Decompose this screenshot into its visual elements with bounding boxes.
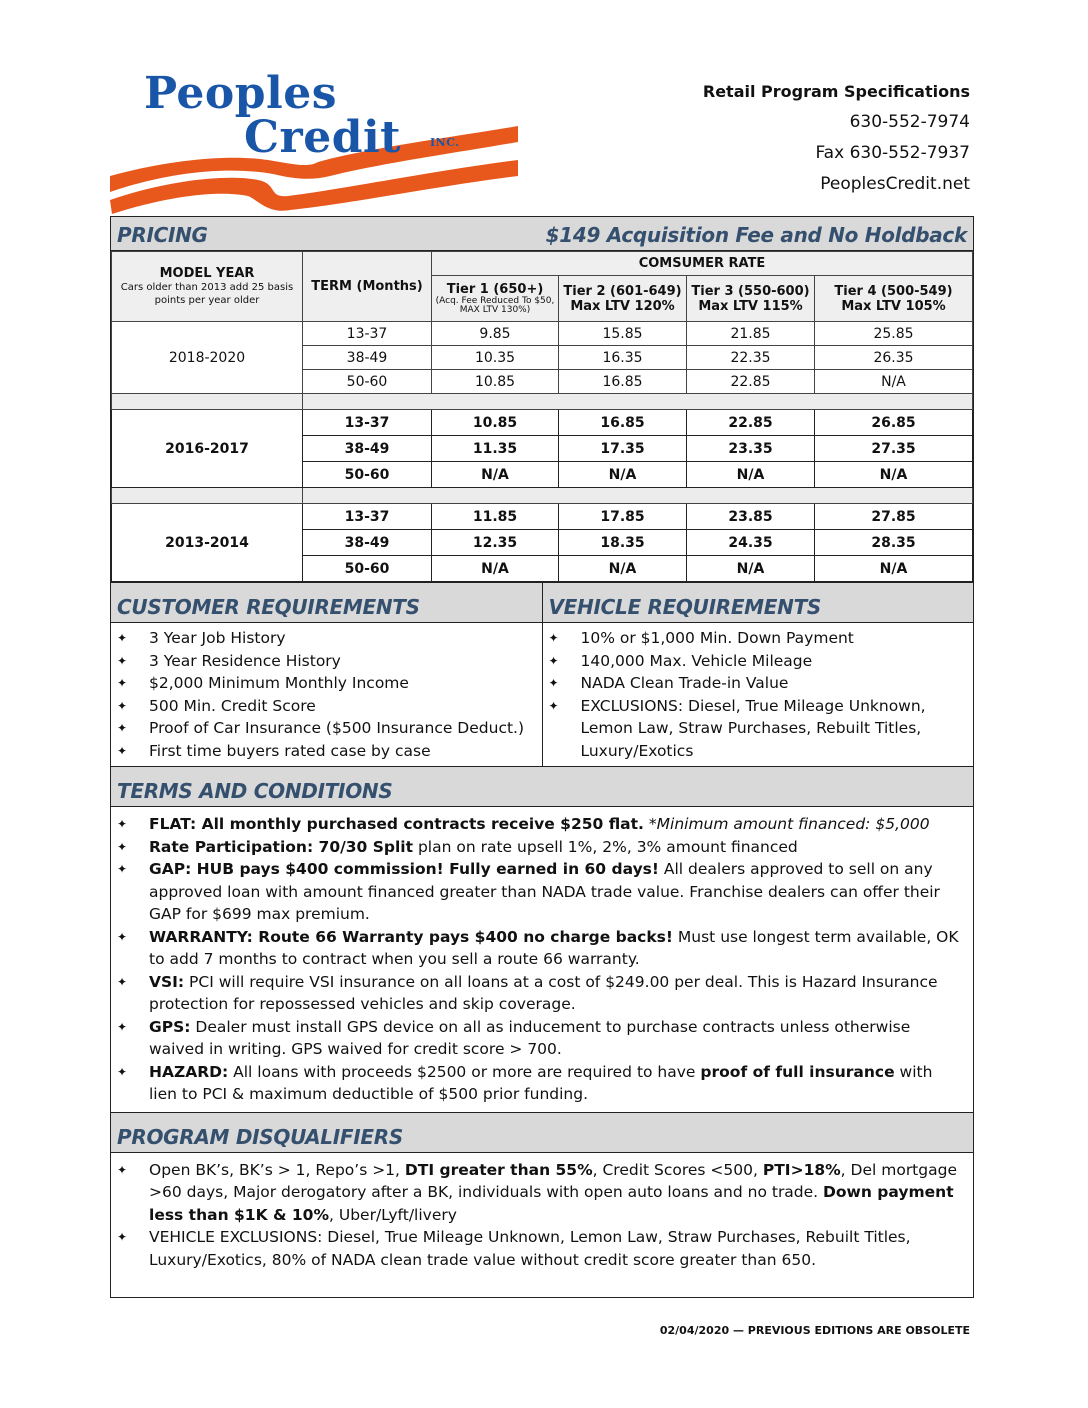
term-label: FLAT: All monthly purchased contracts receive $250 flat. bbox=[149, 815, 644, 833]
list-item bbox=[117, 1159, 963, 1227]
bullet-icon: ✦ bbox=[117, 839, 128, 854]
list-item bbox=[117, 650, 534, 673]
table-row bbox=[112, 504, 973, 530]
bullet-icon: ✦ bbox=[117, 862, 128, 876]
term-cell: 50-60 bbox=[303, 556, 432, 582]
table-row bbox=[112, 322, 973, 346]
bullet-icon: ✦ bbox=[117, 974, 128, 989]
bullet-icon: ✦ bbox=[117, 631, 128, 645]
list-item bbox=[117, 971, 963, 1016]
term-text: All loans with proceeds $2500 or more are required to have bbox=[228, 1062, 701, 1081]
logo-line2: Credit bbox=[244, 112, 401, 163]
rate-cell: 16.35 bbox=[559, 346, 687, 370]
pricing-table bbox=[111, 251, 973, 582]
item-text: 500 Min. Credit Score bbox=[149, 696, 316, 715]
term-text: plan on rate upsell 1%, 2%, 3% amount financed bbox=[413, 837, 798, 856]
rate-cell: 10.85 bbox=[432, 370, 559, 394]
tier-sub: Max LTV 120% bbox=[570, 298, 675, 314]
term-text: Must use longest term available, OK to add 7 months to contract when you sell a route 66 warranty. bbox=[149, 927, 959, 968]
model-year-cell: 2016-2017 bbox=[112, 410, 303, 488]
model-year-cell: 2018-2020 bbox=[112, 322, 303, 394]
item-text: NADA Clean Trade-in Value bbox=[580, 674, 789, 692]
rate-cell: 22.85 bbox=[687, 370, 815, 394]
customer-requirements-title: CUSTOMER REQUIREMENTS bbox=[117, 595, 420, 619]
bullet-icon: ✦ bbox=[548, 653, 559, 668]
list-item bbox=[117, 813, 963, 836]
model-year-label: MODEL YEAR bbox=[159, 266, 255, 281]
item-text: 10% or $1,000 Min. Down Payment bbox=[580, 629, 854, 647]
rate-cell: 15.85 bbox=[559, 322, 687, 346]
item-text: $2,000 Minimum Monthly Income bbox=[149, 674, 409, 692]
logo-suffix: INC. bbox=[430, 136, 460, 149]
item-text: , Uber/Lyft/livery bbox=[329, 1205, 457, 1224]
rate-cell: 9.85 bbox=[432, 322, 559, 346]
tier-sub: (Acq. Fee Reduced To $50, MAX LTV 130%) bbox=[435, 296, 555, 315]
customer-requirements bbox=[111, 583, 542, 766]
footer-note: 02/04/2020 — PREVIOUS EDITIONS ARE OBSOLETE bbox=[659, 1324, 970, 1337]
list-item bbox=[549, 672, 966, 695]
website: PeoplesCredit.net bbox=[820, 174, 970, 194]
tier-sub: Max LTV 105% bbox=[841, 298, 946, 314]
item-text: , Del mortgage >60 days, Major derogatory after a BK, individuals with open auto loans and no trade. bbox=[149, 1160, 957, 1201]
spacer-row bbox=[112, 394, 973, 410]
rate-cell: 10.85 bbox=[432, 410, 559, 436]
list-item bbox=[117, 740, 534, 763]
rate-cell: 16.85 bbox=[559, 410, 687, 436]
item-text: Open BK’s, BK’s > 1, Repo’s >1, bbox=[149, 1160, 405, 1179]
item-text: 140,000 Max. Vehicle Mileage bbox=[580, 651, 813, 670]
model-year-cell: 2013-2014 bbox=[112, 504, 303, 582]
terms-header bbox=[111, 767, 973, 807]
tier-3-header bbox=[687, 276, 815, 322]
rate-cell: 26.35 bbox=[815, 346, 973, 370]
customer-requirements-list bbox=[111, 623, 542, 766]
rate-cell: 23.35 bbox=[687, 436, 815, 462]
list-item bbox=[117, 926, 963, 971]
bullet-icon: ✦ bbox=[548, 631, 559, 645]
term-label: HAZARD: bbox=[149, 1062, 229, 1081]
list-item bbox=[549, 650, 966, 673]
requirements-section bbox=[111, 582, 973, 766]
rate-cell: 27.85 bbox=[815, 504, 973, 530]
terms-section bbox=[111, 766, 973, 1112]
term-header: TERM (Months) bbox=[303, 252, 432, 322]
list-item bbox=[549, 695, 966, 763]
pricing-title: PRICING bbox=[117, 223, 208, 247]
rate-cell: N/A bbox=[432, 556, 559, 582]
phone-number: 630-552-7974 bbox=[849, 112, 970, 132]
list-item bbox=[117, 717, 534, 740]
item-text: VEHICLE EXCLUSIONS: Diesel, True Mileage Unknown, Lemon Law, Straw Purchases, Rebuilt Titles, Luxury/Exotics, 80% of NADA clean trade value without credit score greater than 650. bbox=[149, 1228, 911, 1269]
rate-cell: N/A bbox=[559, 462, 687, 488]
rate-cell: 11.35 bbox=[432, 436, 559, 462]
bullet-icon: ✦ bbox=[548, 698, 559, 713]
item-text: EXCLUSIONS: Diesel, True Mileage Unknown, Lemon Law, Straw Purchases, Rebuilt Titles, Luxury/Exotics bbox=[580, 696, 926, 760]
bullet-icon: ✦ bbox=[117, 1162, 128, 1177]
bullet-icon: ✦ bbox=[117, 1019, 128, 1034]
tier-4-header bbox=[815, 276, 973, 322]
bullet-icon: ✦ bbox=[117, 653, 128, 668]
fax-number: Fax 630-552-7937 bbox=[815, 143, 970, 163]
list-item bbox=[117, 1061, 963, 1106]
term-cell: 13-37 bbox=[303, 504, 432, 530]
rate-cell: 28.35 bbox=[815, 530, 973, 556]
consumer-rate-header: COMSUMER RATE bbox=[432, 252, 973, 276]
term-text: with lien to PCI & maximum deductible of $500 prior funding. bbox=[149, 1062, 933, 1103]
term-cell: 13-37 bbox=[303, 322, 432, 346]
bullet-icon: ✦ bbox=[117, 1230, 128, 1244]
term-label: VSI: bbox=[149, 972, 185, 991]
bullet-icon: ✦ bbox=[117, 929, 128, 944]
term-text: PCI will require VSI insurance on all loans at a cost of $249.00 per deal. This is Hazard Insurance protection for repossessed vehicles and skip coverage. bbox=[149, 972, 938, 1013]
term-text: All dealers approved to sell on any approved loan with amount financed greater than NADA trade value. Franchise dealers can offer their GAP for $699 max premium. bbox=[149, 860, 940, 923]
term-cell: 38-49 bbox=[303, 436, 432, 462]
pricing-header bbox=[111, 217, 973, 251]
rate-cell: N/A bbox=[432, 462, 559, 488]
rate-cell: 17.85 bbox=[559, 504, 687, 530]
rate-cell: 17.35 bbox=[559, 436, 687, 462]
terms-title: TERMS AND CONDITIONS bbox=[117, 779, 393, 803]
tier-1-header bbox=[432, 276, 559, 322]
tier-2-header bbox=[559, 276, 687, 322]
vehicle-requirements-header bbox=[543, 583, 974, 623]
rate-cell: N/A bbox=[559, 556, 687, 582]
term-cell: 50-60 bbox=[303, 462, 432, 488]
list-item bbox=[117, 1016, 963, 1061]
term-text: * bbox=[643, 815, 657, 833]
customer-requirements-header bbox=[111, 583, 542, 623]
tier-sub: Max LTV 115% bbox=[698, 298, 803, 314]
bullet-icon: ✦ bbox=[117, 698, 128, 713]
rate-cell: N/A bbox=[687, 462, 815, 488]
rate-cell: 24.35 bbox=[687, 530, 815, 556]
model-year-header bbox=[112, 252, 303, 322]
rate-cell: N/A bbox=[815, 556, 973, 582]
rate-cell: 21.85 bbox=[687, 322, 815, 346]
tier-label: Tier 3 (550-600) bbox=[691, 283, 810, 299]
term-cell: 13-37 bbox=[303, 410, 432, 436]
item-text: 3 Year Job History bbox=[149, 629, 286, 647]
list-item bbox=[117, 1226, 963, 1271]
rate-cell: 16.85 bbox=[559, 370, 687, 394]
list-item bbox=[117, 672, 534, 695]
term-cell: 38-49 bbox=[303, 530, 432, 556]
bullet-icon: ✦ bbox=[548, 676, 559, 690]
rate-cell: 18.35 bbox=[559, 530, 687, 556]
term-label: GAP: HUB pays $400 commission! Fully earned in 60 days! bbox=[149, 860, 659, 878]
rate-cell: 26.85 bbox=[815, 410, 973, 436]
rate-cell: N/A bbox=[687, 556, 815, 582]
vehicle-requirements-list bbox=[543, 623, 974, 766]
disqualifiers-header bbox=[111, 1113, 973, 1153]
term-label: WARRANTY: Route 66 Warranty pays $400 no charge backs! bbox=[149, 927, 673, 946]
spacer-row bbox=[112, 488, 973, 504]
term-text: Dealer must install GPS device on all as inducement to purchase contracts unless otherwise waived in writing. GPS waived for credit score > 700. bbox=[149, 1017, 911, 1058]
term-cell: 38-49 bbox=[303, 346, 432, 370]
bullet-icon: ✦ bbox=[117, 817, 128, 831]
tier-label: Tier 4 (500-549) bbox=[834, 283, 953, 299]
company-logo bbox=[108, 68, 528, 216]
item-text: First time buyers rated case by case bbox=[149, 741, 431, 760]
term-cell: 50-60 bbox=[303, 370, 432, 394]
list-item bbox=[117, 836, 963, 859]
document-title: Retail Program Specifications bbox=[702, 82, 970, 101]
rate-cell: 23.85 bbox=[687, 504, 815, 530]
list-item bbox=[549, 627, 966, 650]
logo-line1: Peoples bbox=[144, 68, 337, 119]
rate-cell: 12.35 bbox=[432, 530, 559, 556]
term-label: Rate Participation: 70/30 Split bbox=[149, 837, 414, 856]
list-item bbox=[117, 858, 963, 926]
term-emphasis: proof of full insurance bbox=[700, 1062, 895, 1081]
rate-cell: 22.85 bbox=[687, 410, 815, 436]
item-emphasis: DTI greater than 55% bbox=[404, 1160, 593, 1179]
rate-cell: 27.35 bbox=[815, 436, 973, 462]
disqualifiers-title: PROGRAM DISQUALIFIERS bbox=[117, 1124, 403, 1149]
rate-cell: 22.35 bbox=[687, 346, 815, 370]
list-item bbox=[117, 627, 534, 650]
term-note: Minimum amount financed: $5,000 bbox=[656, 815, 930, 833]
table-row bbox=[112, 410, 973, 436]
item-emphasis: Down payment less than $1K & 10% bbox=[149, 1183, 954, 1224]
item-text: Proof of Car Insurance ($500 Insurance Deduct.) bbox=[149, 719, 525, 737]
rate-cell: 11.85 bbox=[432, 504, 559, 530]
model-year-note: Cars older than 2013 add 25 basis points per year older bbox=[120, 282, 294, 306]
vehicle-requirements-title: VEHICLE REQUIREMENTS bbox=[548, 595, 822, 619]
terms-list bbox=[111, 807, 973, 1112]
item-text: 3 Year Residence History bbox=[149, 651, 341, 670]
tier-label: Tier 2 (601-649) bbox=[563, 283, 682, 299]
rate-cell: 10.35 bbox=[432, 346, 559, 370]
term-label: GPS: bbox=[149, 1017, 191, 1036]
item-text: , Credit Scores <500, bbox=[592, 1160, 763, 1179]
program-spec-frame bbox=[110, 216, 974, 1298]
item-emphasis: PTI>18% bbox=[762, 1160, 841, 1179]
list-item bbox=[117, 695, 534, 718]
tier-label: Tier 1 (650+) bbox=[446, 282, 544, 297]
rate-cell: 25.85 bbox=[815, 322, 973, 346]
vehicle-requirements bbox=[542, 583, 974, 766]
disqualifiers-section bbox=[111, 1112, 973, 1298]
bullet-icon: ✦ bbox=[117, 1064, 128, 1079]
pricing-subtitle: $149 Acquisition Fee and No Holdback bbox=[545, 223, 967, 247]
bullet-icon: ✦ bbox=[117, 743, 128, 758]
bullet-icon: ✦ bbox=[117, 721, 128, 735]
disqualifiers-list bbox=[111, 1153, 973, 1298]
rate-cell: N/A bbox=[815, 462, 973, 488]
rate-cell: N/A bbox=[815, 370, 973, 394]
contact-block bbox=[703, 76, 970, 200]
bullet-icon: ✦ bbox=[117, 676, 128, 690]
